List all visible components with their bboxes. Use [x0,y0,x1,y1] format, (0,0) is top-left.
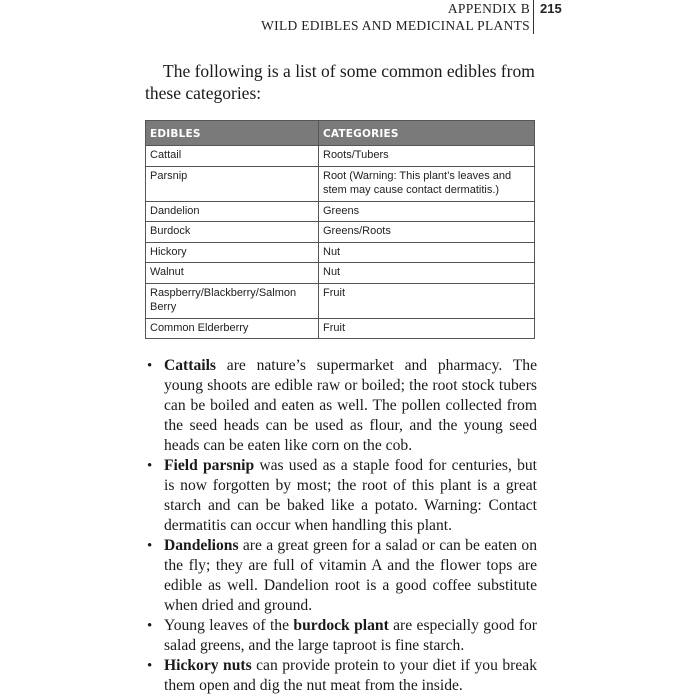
table-cell-category: Nut [319,263,535,284]
table-cell-edible: Walnut [146,263,319,284]
bullet-text: can provide protein to your diet if you break them open and dig the nut meat from the inside. [164,657,538,694]
running-header [0,0,700,36]
table-cell-category: Nut [319,242,535,263]
table-cell-edible: Cattail [146,146,319,167]
table-row [146,222,535,243]
table-cell-category: Root (Warning: This plant’s leaves and stem may cause contact dermatitis.) [319,166,535,201]
bullet-prefix: Young leaves of the [164,617,294,634]
bullet-icon: • [147,658,153,674]
bullet-text: was used as a staple food for centuries, but is now forgotten by most; the root of this plant is a great starch and can be baked like a potato. Warning: Contact dermatitis can occur when handling this plant. [164,457,537,534]
list-item [145,536,537,616]
table-cell-category: Fruit [319,318,535,339]
table-row [146,201,535,222]
header-divider [533,0,534,34]
bullet-text: are a great green for a salad or can be eaten on the fly; they are full of vitamin A and the flower tops are edible as well. Dandelion root is a good coffee substitute when dried and ground. [164,537,537,614]
table-row [146,318,535,339]
list-item [145,656,537,696]
table-cell-edible: Dandelion [146,201,319,222]
header-section: APPENDIX B [447,1,530,16]
table-cell-edible: Raspberry/Blackberry/Salmon Berry [146,283,319,318]
table-row [146,242,535,263]
column-header-edibles: EDIBLES [146,121,319,146]
table-cell-category: Greens/Roots [319,222,535,243]
table-row [146,146,535,167]
bullet-text: are nature’s supermarket and pharmacy. The young shoots are edible raw or boiled; the root stock tubers can be boiled and eaten as well. The pollen collected from the seed heads can be used as flour, and the young seed heads can be eaten like corn on the cob. [164,357,537,454]
bullet-icon: • [147,358,153,374]
bullet-term: Cattails [164,357,216,374]
list-item [145,616,537,656]
table-cell-edible: Burdock [146,222,319,243]
header-text [261,0,530,34]
list-item [145,356,537,456]
table-row [146,166,535,201]
bullet-icon: • [147,538,153,554]
page-number: 215 [540,1,562,16]
intro-paragraph: The following is a list of some common edibles from these categories: [145,61,535,103]
header-title: WILD EDIBLES AND MEDICINAL PLANTS [261,18,530,33]
table-cell-edible: Hickory [146,242,319,263]
bullet-icon: • [147,618,153,634]
bullet-text: are especially good for salad greens, and the large taproot is fine starch. [164,617,538,654]
table-header-row [146,121,535,146]
table-row [146,283,535,318]
table-cell-category: Greens [319,201,535,222]
table-cell-category: Fruit [319,283,535,318]
column-header-categories: CATEGORIES [319,121,535,146]
bullet-icon: • [147,458,153,474]
list-item [145,456,537,536]
table-cell-category: Roots/Tubers [319,146,535,167]
bullet-term: burdock plant [293,617,389,634]
bullet-term: Hickory nuts [164,657,252,674]
table-row [146,263,535,284]
table-cell-edible: Common Elderberry [146,318,319,339]
bullet-term: Dandelions [164,537,239,554]
table-cell-edible: Parsnip [146,166,319,201]
edibles-table [145,120,535,339]
bullet-term: Field parsnip [164,457,255,474]
bullet-list [145,356,537,696]
